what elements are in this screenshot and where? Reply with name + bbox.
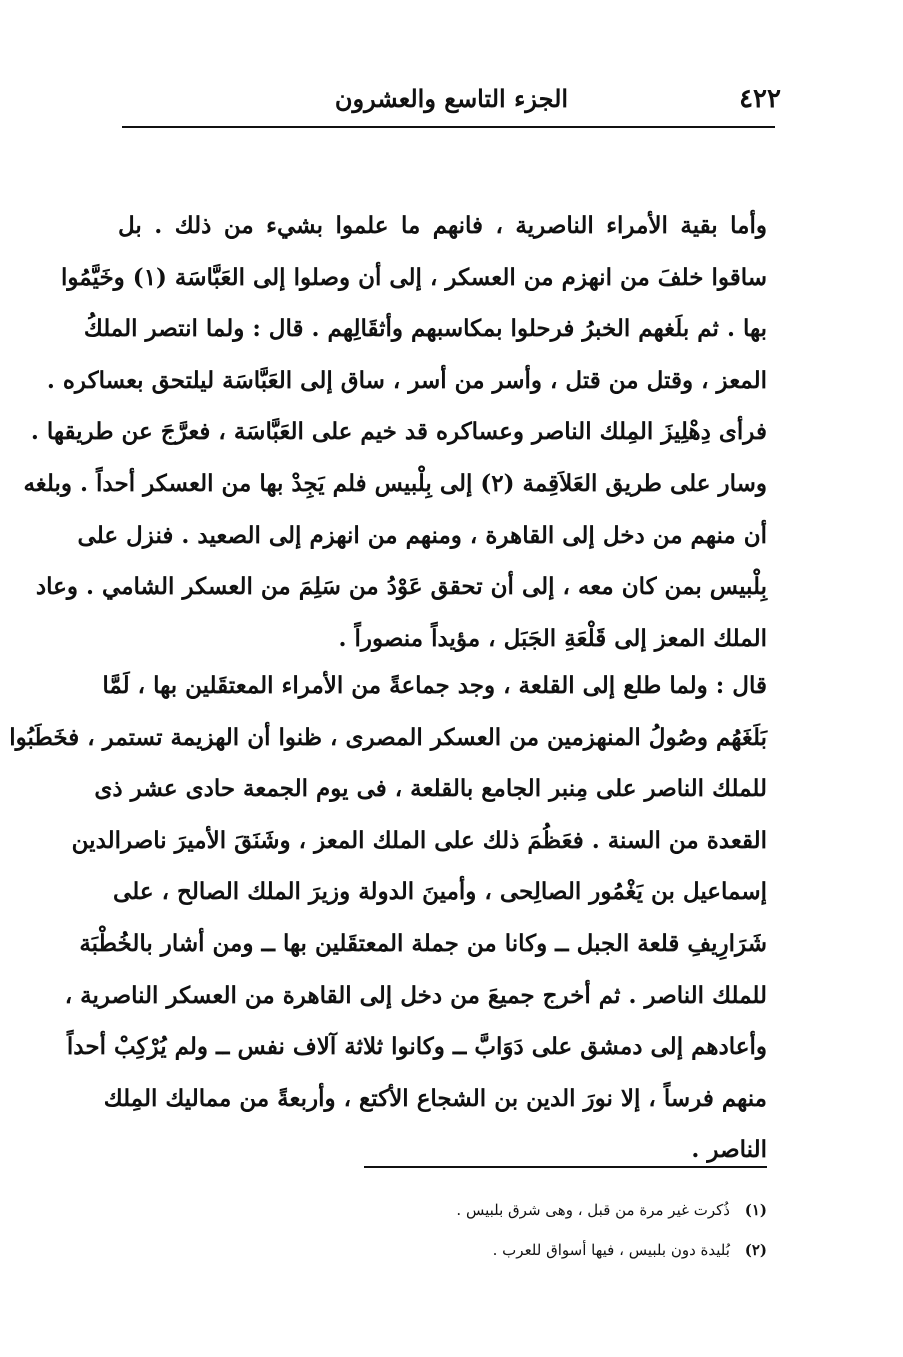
text-line: فرأى دِهْلِيزَ المِلك الناصر وعساكره قد خيم على العَبَّاسَة ، فعرَّجَ عن طريقها . — [30, 418, 767, 446]
text-line: بَلَغَهُم وصُولُ المنهزمين من العسكر المصرى ، ظنوا أن الهزيمة تستمر ، فخَطَبُوا — [9, 723, 767, 751]
paragraph — [9, 660, 767, 1176]
footnote-text: بُليدة دون بلبيس ، فيها أسواق للعرب . — [492, 1241, 730, 1259]
text-line: للملك الناصر . ثم أخرج جميعَ من دخل إلى القاهرة من العسكر الناصرية ، — [64, 981, 767, 1009]
text-line: بِلْبيس بمن كان معه ، إلى أن تحقق عَوْدُ من سَلِمَ من العسكر الشامي . وعاد — [35, 573, 767, 601]
running-head: الجزء التاسع والعشرون — [334, 84, 569, 113]
footnote-number: (٢) — [744, 1241, 767, 1259]
text-line: المعز ، وقتل من قتل ، وأسر من أسر ، ساق إلى العَبَّاسَة ليلتحق بعساكره . — [46, 366, 767, 394]
text-line: وأعادهم إلى دمشق على دَوَابَّ ــ وكانوا ثلاثة آلاف نفس ــ ولم يُرْكِبْ أحداً — [66, 1033, 767, 1061]
footnote — [118, 1190, 767, 1230]
footnote — [118, 1230, 767, 1270]
footnotes — [118, 1190, 767, 1270]
footnote-text: ذُكرت غير مرة من قبل ، وهى شرق بلبيس . — [456, 1201, 730, 1219]
footnote-rule — [364, 1166, 767, 1168]
text-line: القعدة من السنة . فعَظُمَ ذلك على الملك المعز ، وشَنَقَ الأميرَ ناصرالدين — [71, 826, 767, 854]
paragraph — [23, 200, 767, 664]
text-line: أن منهم من دخل إلى القاهرة ، ومنهم من انهزم إلى الصعيد . فنزل على — [77, 521, 767, 549]
text-line: منهم فرساً ، إلا نورَ الدين بن الشجاع الأكتع ، وأربعةً من مماليك المِلك — [103, 1084, 767, 1112]
text-line: إسماعيل بن يَغْمُور الصالِحى ، وأمينَ الدولة وزيرَ الملك الصالح ، على — [113, 878, 767, 906]
text-line: شَرَارِيفِ قلعة الجبل ــ وكانا من جملة المعتقَلين بها ــ ومن أشار بالخُطْبَة — [79, 929, 767, 957]
page-header — [122, 78, 781, 126]
text-line: الملك المعز إلى قَلْعَةِ الجَبَل ، مؤيداً منصوراً . — [338, 624, 767, 652]
text-line: ساقوا خلفَ من انهزم من العسكر ، إلى أن وصلوا إلى العَبَّاسَة (١) وخَيَّمُوا — [60, 263, 767, 291]
text-line: قال : ولما طلع إلى القلعة ، وجد جماعةً من الأمراء المعتقَلين بها ، لَمَّا — [102, 672, 767, 699]
footnote-number: (١) — [744, 1201, 767, 1219]
text-line: للملك الناصر على مِنبر الجامع بالقلعة ، فى يوم الجمعة حادى عشر ذى — [94, 775, 767, 803]
text-line: بها . ثم بلَغهم الخبرُ فرحلوا بمكاسبهم وأثقَالِهم . قال : ولما انتصر الملكُ — [83, 315, 767, 343]
text-line: وسار على طريق العَلاَقِمة (٢) إلى بِلْبيس فلم يَجِدْ بها من العسكر أحداً . وبلغه — [23, 469, 767, 497]
text-line: الناصر . — [691, 1136, 767, 1164]
text-line: وأما بقية الأمراء الناصرية ، فانهم ما علموا بشيء من ذلك . بل — [118, 212, 767, 239]
page-number: ٤٢٢ — [739, 84, 781, 114]
header-rule — [122, 126, 775, 128]
